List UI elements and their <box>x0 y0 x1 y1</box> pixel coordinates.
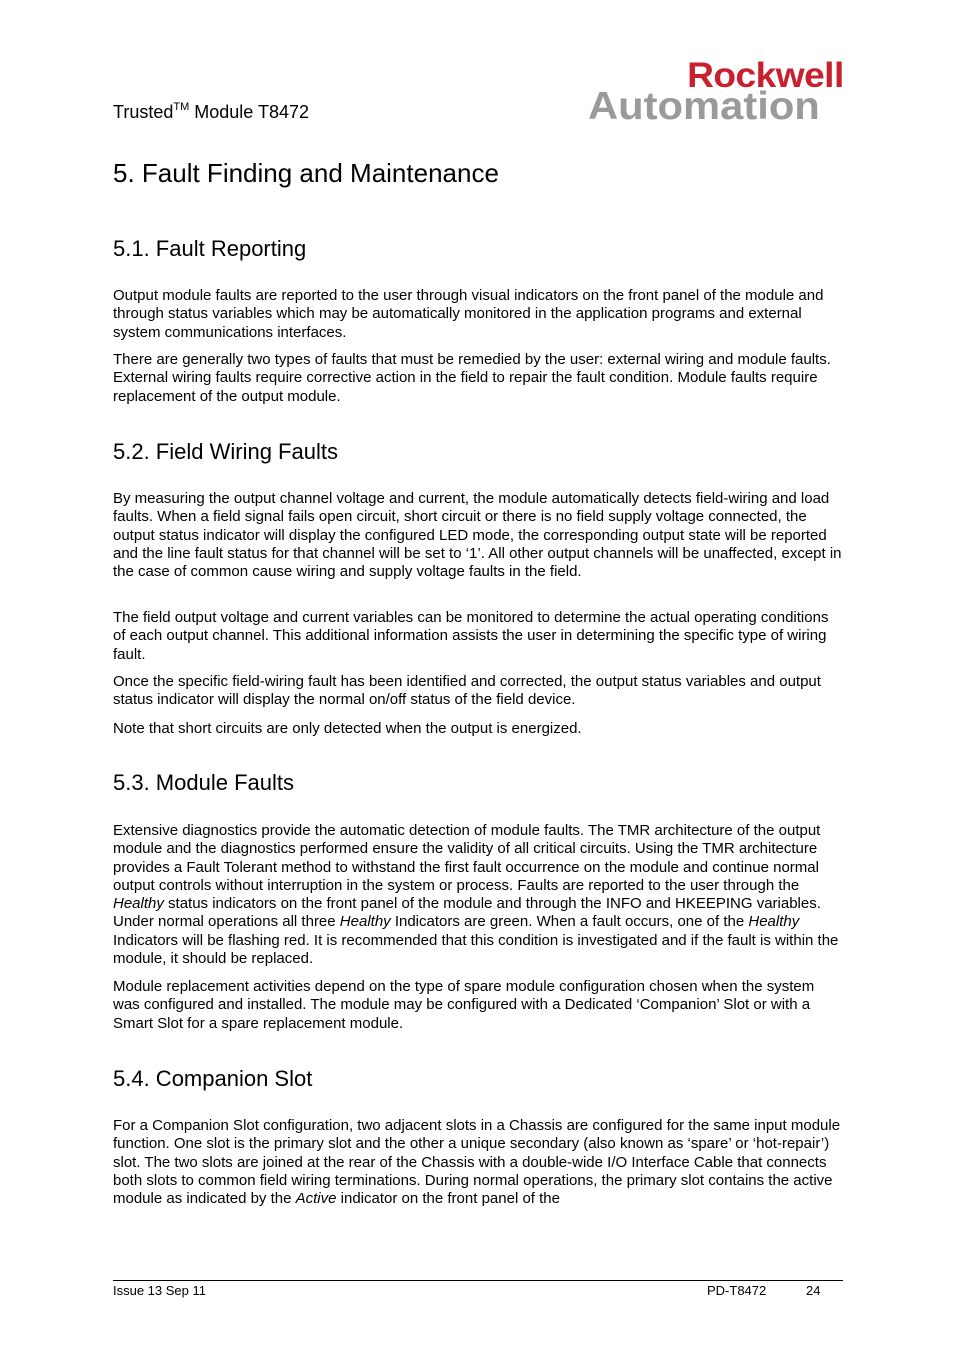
paragraph: Once the specific field-wiring fault has been identified and corrected, the output status variables and output status indicator will display the normal on/off status of the field device. <box>113 673 821 709</box>
page-number: 24 <box>806 1283 821 1298</box>
paragraph: Output module faults are reported to the user through visual indicators on the front panel of the module and through status variables which may be automatically monitored in the application programs and external system communications interfaces. <box>113 287 824 341</box>
paragraph: By measuring the output channel voltage and current, the module automatically detects field-wiring and load faults. When a field signal fails open circuit, short circuit or there is no field supply voltage connected, the output status indicator will display the configured LED mode, the corresponding output state will be reported and the line fault status for that channel will be set to ‘1’. All other output channels will be unaffected, except in the case of common cause wiring and supply voltage faults in the field. <box>113 490 842 581</box>
paragraph: Note that short circuits are only detected when the output is energized. <box>113 720 582 737</box>
logo-line-automation: Automation <box>588 85 820 128</box>
paragraph: There are generally two types of faults that must be remedied by the user: external wiring and module faults. External wiring faults require corrective action in the field to repair the fault condition. Module faults require replacement of the output module. <box>113 351 831 405</box>
trademark-superscript: TM <box>173 101 190 113</box>
paragraph: Module replacement activities depend on the type of spare module configuration chosen when the system was configured and installed. The module may be configured with a Dedicated ‘Companion’ Slot or with a Smart Slot for a spare replacement module. <box>113 978 815 1032</box>
paragraph: For a Companion Slot configuration, two adjacent slots in a Chassis are configured for the same input module function. One slot is the primary slot and the other a unique secondary (also known as ‘spare’ or ‘hot-repair’) slot. The two slots are joined at the rear of the Chassis with a double-wide I/O Interface Cable that connects both slots to common field wiring terminations. During normal operations, the primary slot contains the active module as indicated by the Active indicator on the front panel of the <box>113 1117 841 1208</box>
document-title <box>113 100 309 124</box>
section-heading: 5.3. Module Faults <box>113 770 294 795</box>
paragraph: Extensive diagnostics provide the automatic detection of module faults. The TMR architecture of the output module and the diagnostics performed ensure the validity of all critical circuits. Using the TMR architecture provides a Fault Tolerant method to withstand the first fault occurrence on the module and continue normal output controls without interruption in the system or process. Faults are reported to the user through the Healthy status indicators on the front panel of the module and through the INFO and HKEEPING variables. Under normal operations all three Healthy Indicators are green. When a fault occurs, one of the Healthy Indicators will be flashing red. It is recommended that this condition is investigated and if the fault is within the module, it should be replaced. <box>113 822 839 968</box>
section-heading: 5.4. Companion Slot <box>113 1066 313 1091</box>
footer-document-id: PD-T8472 <box>707 1283 767 1298</box>
paragraph: The field output voltage and current variables can be monitored to determine the actual operating conditions of each output channel. This additional information assists the user in determining the specific type of wiring fault. <box>113 609 829 663</box>
footer-divider <box>113 1280 843 1281</box>
logo-line-rockwell: Rockwell <box>687 56 844 95</box>
rockwell-automation-logo <box>586 58 846 126</box>
footer-issue: Issue 13 Sep 11 <box>113 1283 206 1298</box>
section-heading: 5.2. Field Wiring Faults <box>113 439 338 464</box>
chapter-title: 5. Fault Finding and Maintenance <box>113 158 499 188</box>
title-module: Module T8472 <box>189 102 310 122</box>
title-main: Trusted <box>113 102 174 122</box>
section-heading: 5.1. Fault Reporting <box>113 236 307 261</box>
